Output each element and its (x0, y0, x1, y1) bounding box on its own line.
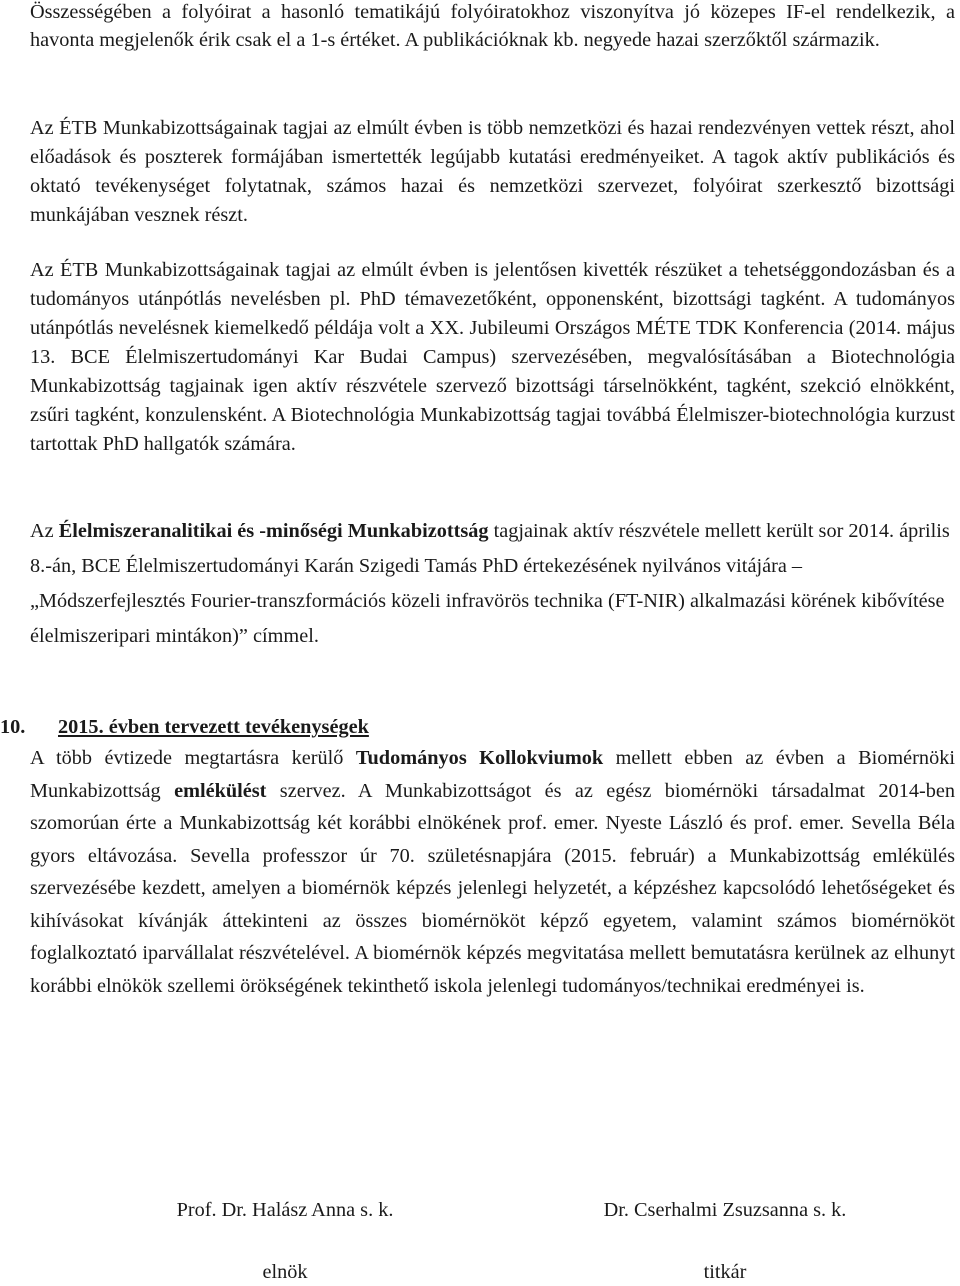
paragraph-talent-management: Az ÉTB Munkabizottságainak tagjai az elmúlt évben is jelentősen kivették részüket a tehetséggondozásban és a tudományos utánpótlás nevelésben pl. PhD témavezetőként, opponensként, bizottsági tagként. A tudományos utánpótlás nevelésnek kiemelkedő példája volt a XX. Jubileumi Országos MÉTE TDK Konferencia (2014. május 13. BCE Élelmiszertudományi Kar Budai Campus) szervezésében, megvalósításában a Biotechnológia Munkabizottság tagjainak igen aktív részvétele szervező bizottsági társelnökként, tagként, szekció elnökként, zsűri tagként, konzulensként. A Biotechnológia Munkabizottság tagjai továbbá Élelmiszer-biotechnológia kurzust tartottak PhD hallgatók számára. (30, 259, 955, 455)
section-heading-2015-plans (0, 713, 955, 741)
paragraph-journal-summary: Összességében a folyóirat a hasonló tematikájú folyóiratokhoz viszonyítva jó közepes IF-el rendelkezik, a havonta megjelenők érik csak el a 1-s értéket. A publikációknak kb. negyede hazai szerzőktől származik. (30, 1, 955, 51)
section-title: 2015. évben tervezett tevékenységek (58, 716, 369, 738)
signature-right-name: Dr. Cserhalmi Zsuzsanna s. k. (603, 1199, 847, 1221)
paragraph-planned-activities (30, 742, 955, 1002)
paragraph-analytics-committee (30, 514, 955, 654)
section-number: 10. (0, 716, 26, 738)
p5-part-d: szervez. A Munkabizottságot és az egész biomérnöki társadalmat 2014-ben szomorúan érte a Munkabizottság két korábbi elnökének prof. emer. Nyeste László és prof. emer. Sevella Béla gyors eltávozása. Sevella professzor úr 70. születésnapjára (2015. február) a Munkabizottság emlékülés szervezésébe kezdett, amelyen a biomérnök képzés jelenlegi helyzetét, a képzéshez kapcsolódó lehetőségeket és kihívásokat kívánják áttekinteni az összes biomérnököt képző egyetem, valamint számos biomérnököt foglalkoztató iparvállalat részvételével. A biomérnök képzés megvitatása mellett bemutatásra kerülnek az elhunyt korábbi elnökök szellemi örökségének tekinthető iskola jelenlegi tudományos/technikai eredményei is. (30, 779, 956, 997)
signature-left-name: Prof. Dr. Halász Anna s. k. (176, 1199, 394, 1221)
signature-left-role: elnök (262, 1261, 308, 1283)
p5-memorial-session: emlékülést (174, 779, 267, 802)
paragraph-international-events: Az ÉTB Munkabizottságainak tagjai az elmúlt évben is több nemzetközi és hazai rendezvényen vettek részt, ahol előadások és poszterek formájában ismertették legújabb kutatási eredményeiket. A tagok aktív publikációs és oktató tevékenységet folytatnak, számos hazai és nemzetközi szervezet, folyóirat szerkesztő bizottsági munkájában vesznek részt. (30, 117, 955, 226)
p5-colloquium: Tudományos Kollokviumok (355, 747, 604, 769)
p4-committee-name: Élelmiszeranalitikai és -minőségi Munkabizottság (58, 520, 489, 542)
signature-right-role: titkár (703, 1261, 747, 1283)
p5-part-c: mellett ebben az évben a Biomérnöki Munkabizottság (30, 747, 955, 802)
p4-post: tagjainak aktív részvétele mellett került sor 2014. április 8.-án, BCE Élelmiszertudományi Karán Szigedi Tamás PhD értekezésének nyilvános vitájára – „Módszerfejlesztés Fourier-transzformációs közeli infravörös technika (FT-NIR) alkalmazási körének kibővítése élelmiszeripari mintákon)” címmel. (30, 520, 950, 647)
p5-part-a: A több évtizede megtartásra kerülő (30, 747, 356, 769)
p4-pre: Az (30, 520, 59, 542)
